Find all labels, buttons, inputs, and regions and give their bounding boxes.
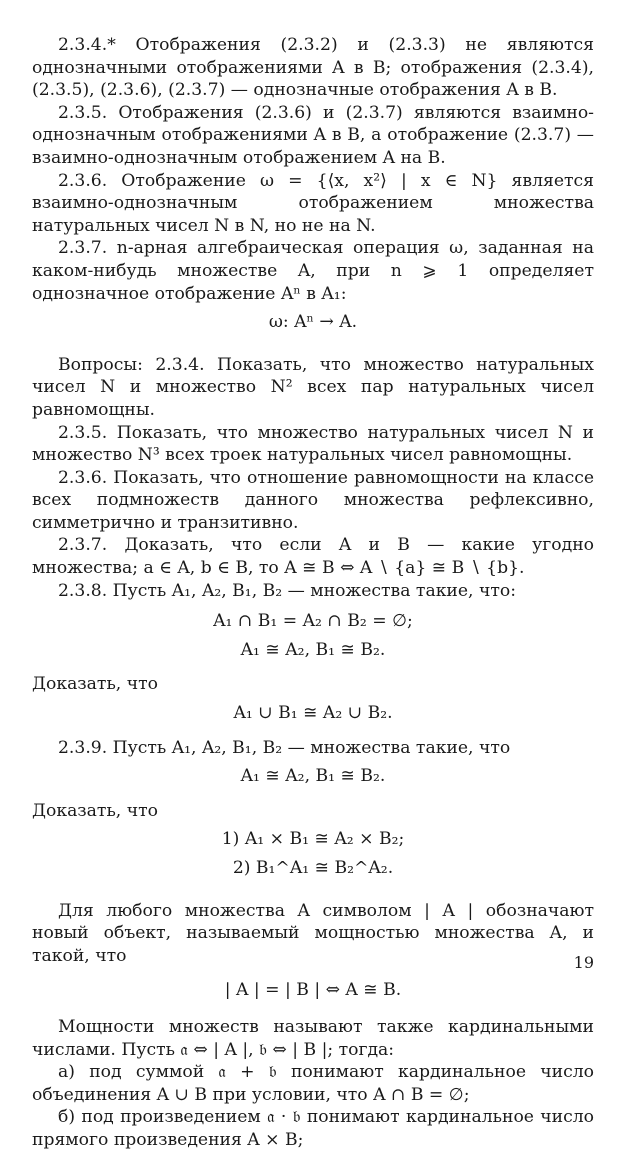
paragraph-2-3-6: 2.3.6. Отображение ω = {⟨x, x²⟩ | x ∈ N} является взаимно-однозначным отображением множества натуральных чисел N в N, но не на N.	[32, 170, 594, 236]
question-2-3-6: 2.3.6. Показать, что отношение равномощности на классе всех подмножеств данного множества рефлексивно, симметрично и транзитивно.	[32, 467, 594, 533]
paragraph-2-3-7: 2.3.7. n-арная алгебраическая операция ω, заданная на каком-нибудь множестве A, при n ⩾ 1 определяет однозначное отображение Aⁿ в A₁:	[32, 238, 594, 304]
formula-product: 1) A₁ × B₁ ≅ A₂ × B₂;	[221, 829, 405, 850]
formula-cardinality: | A | = | B | ⇔ A ≅ B.	[224, 980, 402, 1001]
cardinality-definition: Для любого множества A символом | A | обозначают новый объект, называемый мощностью множества A, и такой, что	[32, 900, 594, 966]
formula-equipotent-1: A₁ ≅ A₂, B₁ ≅ B₂.	[240, 639, 386, 660]
question-2-3-7: 2.3.7. Доказать, что если A и B — какие угодно множества; a ∈ A, b ∈ B, то A ≅ B ⇔ A ∖ {a} ≅ B ∖ {b}.	[32, 535, 594, 579]
formula-equipotent-2: A₁ ≅ A₂, B₁ ≅ B₂.	[240, 766, 386, 787]
sum-definition: а) под суммой 𝔞 + 𝔟 понимают кардинальное число объединения A ∪ B при условии, что A ∩ B = ∅;	[32, 1062, 594, 1105]
paragraph-2-3-5: 2.3.5. Отображения (2.3.6) и (2.3.7) являются взаимно-однозначным отображениями A в B, а отображение (2.3.7) — взаимно-однозначным отображением A на B.	[32, 102, 594, 168]
cardinal-numbers-paragraph: Мощности множеств называют также кардинальными числами. Пусть 𝔞 ⇔ | A |, 𝔟 ⇔ | B |; тогда:	[32, 1016, 594, 1060]
question-2-3-5: 2.3.5. Показать, что множество натуральных чисел N и множество N³ всех троек натуральных чисел равномощны.	[32, 422, 594, 466]
document-page	[32, 34, 594, 1152]
prove-label-1: Доказать, что	[32, 674, 158, 695]
formula-omega: ω: Aⁿ → A.	[268, 312, 358, 333]
formula-power: 2) B₁^A₁ ≅ B₂^A₂.	[232, 858, 394, 878]
formula-union: A₁ ∪ B₁ ≅ A₂ ∪ B₂.	[233, 703, 393, 724]
prove-label-2: Доказать, что	[32, 800, 158, 821]
product-definition: б) под произведением 𝔞 · 𝔟 понимают кардинальное число прямого произведения A × B;	[32, 1107, 594, 1150]
question-2-3-8: 2.3.8. Пусть A₁, A₂, B₁, B₂ — множества такие, что:	[58, 580, 516, 601]
formula-intersection: A₁ ∩ B₁ = A₂ ∩ B₂ = ∅;	[213, 611, 413, 632]
paragraph-2-3-4: 2.3.4.* Отображения (2.3.2) и (2.3.3) не являются однозначными отображениями A в B; отображения (2.3.4), (2.3.5), (2.3.6), (2.3.7) — однозначные отображения A в B.	[32, 35, 594, 101]
question-2-3-4: Вопросы: 2.3.4. Показать, что множество натуральных чисел N и множество N² всех пар натуральных чисел равномощны.	[32, 354, 594, 420]
page-number: 19	[573, 953, 594, 972]
question-2-3-9: 2.3.9. Пусть A₁, A₂, B₁, B₂ — множества такие, что	[58, 737, 511, 758]
